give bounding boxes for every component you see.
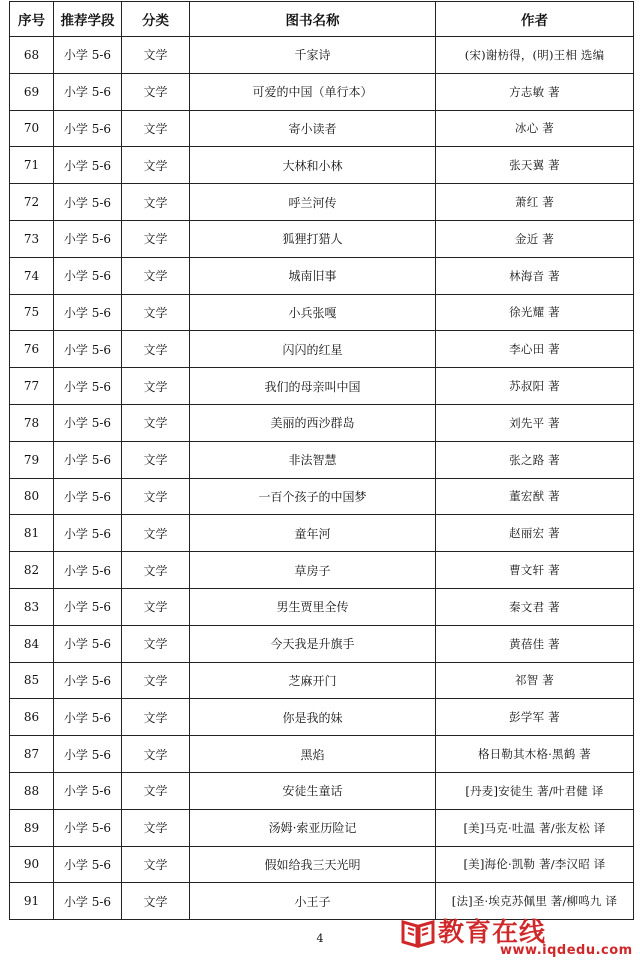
cell-category: 文学 — [122, 368, 190, 405]
cell-category: 文学 — [122, 662, 190, 699]
table-header-row — [10, 2, 634, 37]
cell-title: 千家诗 — [190, 37, 436, 74]
table-row — [10, 220, 634, 257]
cell-grade: 小学 5-6 — [54, 404, 122, 441]
cell-grade: 小学 5-6 — [54, 588, 122, 625]
cell-category: 文学 — [122, 883, 190, 920]
cell-grade: 小学 5-6 — [54, 331, 122, 368]
table-row — [10, 184, 634, 221]
cell-index: 69 — [10, 73, 54, 110]
cell-category: 文学 — [122, 441, 190, 478]
cell-grade: 小学 5-6 — [54, 441, 122, 478]
cell-author: 方志敏 著 — [436, 73, 634, 110]
cell-title: 寄小读者 — [190, 110, 436, 147]
cell-grade: 小学 5-6 — [54, 220, 122, 257]
cell-author: 李心田 著 — [436, 331, 634, 368]
cell-category: 文学 — [122, 110, 190, 147]
cell-author: 萧红 著 — [436, 184, 634, 221]
cell-category: 文学 — [122, 588, 190, 625]
cell-author: 格日勒其木格·黑鹤 著 — [436, 736, 634, 773]
cell-title: 美丽的西沙群岛 — [190, 404, 436, 441]
cell-title: 小兵张嘎 — [190, 294, 436, 331]
cell-index: 85 — [10, 662, 54, 699]
table-row — [10, 368, 634, 405]
cell-category: 文学 — [122, 73, 190, 110]
table-row — [10, 736, 634, 773]
cell-title: 男生贾里全传 — [190, 588, 436, 625]
cell-index: 80 — [10, 478, 54, 515]
cell-category: 文学 — [122, 220, 190, 257]
cell-title: 大林和小林 — [190, 147, 436, 184]
cell-grade: 小学 5-6 — [54, 736, 122, 773]
table-row — [10, 699, 634, 736]
cell-title: 今天我是升旗手 — [190, 625, 436, 662]
cell-title: 童年河 — [190, 515, 436, 552]
cell-grade: 小学 5-6 — [54, 772, 122, 809]
cell-title: 小王子 — [190, 883, 436, 920]
table-row — [10, 37, 634, 74]
cell-category: 文学 — [122, 772, 190, 809]
cell-category: 文学 — [122, 147, 190, 184]
table-row — [10, 404, 634, 441]
cell-grade: 小学 5-6 — [54, 184, 122, 221]
cell-title: 草房子 — [190, 552, 436, 589]
cell-grade: 小学 5-6 — [54, 368, 122, 405]
cell-title: 安徒生童话 — [190, 772, 436, 809]
cell-index: 86 — [10, 699, 54, 736]
table-body — [10, 37, 634, 920]
cell-index: 88 — [10, 772, 54, 809]
cell-author: 徐光耀 著 — [436, 294, 634, 331]
cell-category: 文学 — [122, 515, 190, 552]
cell-index: 78 — [10, 404, 54, 441]
table-row — [10, 588, 634, 625]
cell-author: 赵丽宏 著 — [436, 515, 634, 552]
page-number: 4 — [316, 932, 324, 945]
cell-title: 黑焰 — [190, 736, 436, 773]
table-row — [10, 73, 634, 110]
cell-grade: 小学 5-6 — [54, 846, 122, 883]
cell-category: 文学 — [122, 846, 190, 883]
cell-author: [美]海伦·凯勒 著/李汉昭 译 — [436, 846, 634, 883]
cell-category: 文学 — [122, 809, 190, 846]
cell-index: 68 — [10, 37, 54, 74]
cell-title: 假如给我三天光明 — [190, 846, 436, 883]
cell-grade: 小学 5-6 — [54, 809, 122, 846]
table-row — [10, 257, 634, 294]
cell-grade: 小学 5-6 — [54, 37, 122, 74]
cell-index: 82 — [10, 552, 54, 589]
cell-index: 79 — [10, 441, 54, 478]
header-category: 分类 — [122, 2, 190, 37]
cell-category: 文学 — [122, 625, 190, 662]
cell-title: 一百个孩子的中国梦 — [190, 478, 436, 515]
cell-grade: 小学 5-6 — [54, 883, 122, 920]
cell-index: 76 — [10, 331, 54, 368]
cell-index: 90 — [10, 846, 54, 883]
table-row — [10, 331, 634, 368]
cell-category: 文学 — [122, 404, 190, 441]
cell-author: 苏叔阳 著 — [436, 368, 634, 405]
cell-title: 汤姆·索亚历险记 — [190, 809, 436, 846]
cell-author: 祁智 著 — [436, 662, 634, 699]
header-author: 作者 — [436, 2, 634, 37]
table-row — [10, 772, 634, 809]
header-index: 序号 — [10, 2, 54, 37]
cell-grade: 小学 5-6 — [54, 147, 122, 184]
table-row — [10, 809, 634, 846]
watermark — [400, 912, 636, 962]
cell-index: 73 — [10, 220, 54, 257]
cell-author: 林海音 著 — [436, 257, 634, 294]
cell-index: 91 — [10, 883, 54, 920]
cell-author: 金近 著 — [436, 220, 634, 257]
cell-author: [美]马克·吐温 著/张友松 译 — [436, 809, 634, 846]
cell-index: 70 — [10, 110, 54, 147]
table-row — [10, 552, 634, 589]
cell-title: 狐狸打猎人 — [190, 220, 436, 257]
cell-author: [法]圣·埃克苏佩里 著/柳鸣九 译 — [436, 883, 634, 920]
cell-category: 文学 — [122, 331, 190, 368]
header-title: 图书名称 — [190, 2, 436, 37]
cell-index: 87 — [10, 736, 54, 773]
cell-author: 张之路 著 — [436, 441, 634, 478]
cell-author: 秦文君 著 — [436, 588, 634, 625]
cell-index: 74 — [10, 257, 54, 294]
cell-title: 城南旧事 — [190, 257, 436, 294]
table-row — [10, 662, 634, 699]
cell-index: 71 — [10, 147, 54, 184]
cell-index: 84 — [10, 625, 54, 662]
cell-author: [丹麦]安徒生 著/叶君健 译 — [436, 772, 634, 809]
cell-author: 刘先平 著 — [436, 404, 634, 441]
cell-grade: 小学 5-6 — [54, 257, 122, 294]
cell-index: 72 — [10, 184, 54, 221]
cell-author: 冰心 著 — [436, 110, 634, 147]
cell-grade: 小学 5-6 — [54, 662, 122, 699]
cell-index: 83 — [10, 588, 54, 625]
cell-author: 董宏猷 著 — [436, 478, 634, 515]
watermark-url: www.iqdedu.com — [500, 943, 633, 958]
cell-grade: 小学 5-6 — [54, 73, 122, 110]
cell-grade: 小学 5-6 — [54, 478, 122, 515]
table-row — [10, 846, 634, 883]
cell-author: 黄蓓佳 著 — [436, 625, 634, 662]
cell-category: 文学 — [122, 478, 190, 515]
cell-title: 可爱的中国（单行本） — [190, 73, 436, 110]
table-row — [10, 625, 634, 662]
cell-grade: 小学 5-6 — [54, 294, 122, 331]
book-list-table — [9, 1, 634, 920]
cell-author: 彭学军 著 — [436, 699, 634, 736]
cell-title: 闪闪的红星 — [190, 331, 436, 368]
cell-grade: 小学 5-6 — [54, 625, 122, 662]
table-row — [10, 515, 634, 552]
watermark-brand: 教育在线 — [438, 918, 547, 948]
cell-author: (宋)谢枋得，(明)王相 选编 — [436, 37, 634, 74]
table-row — [10, 294, 634, 331]
header-grade: 推荐学段 — [54, 2, 122, 37]
cell-title: 我们的母亲叫中国 — [190, 368, 436, 405]
cell-title: 芝麻开门 — [190, 662, 436, 699]
cell-title: 呼兰河传 — [190, 184, 436, 221]
cell-title: 你是我的妹 — [190, 699, 436, 736]
table-row — [10, 110, 634, 147]
cell-index: 77 — [10, 368, 54, 405]
cell-category: 文学 — [122, 184, 190, 221]
cell-author: 张天翼 著 — [436, 147, 634, 184]
cell-category: 文学 — [122, 257, 190, 294]
cell-category: 文学 — [122, 736, 190, 773]
table-row — [10, 147, 634, 184]
table-row — [10, 478, 634, 515]
table-row — [10, 441, 634, 478]
cell-category: 文学 — [122, 294, 190, 331]
cell-index: 75 — [10, 294, 54, 331]
cell-index: 89 — [10, 809, 54, 846]
cell-title: 非法智慧 — [190, 441, 436, 478]
cell-category: 文学 — [122, 37, 190, 74]
cell-author: 曹文轩 著 — [436, 552, 634, 589]
cell-grade: 小学 5-6 — [54, 110, 122, 147]
cell-grade: 小学 5-6 — [54, 699, 122, 736]
cell-index: 81 — [10, 515, 54, 552]
cell-grade: 小学 5-6 — [54, 515, 122, 552]
cell-category: 文学 — [122, 552, 190, 589]
open-book-logo-icon — [400, 914, 436, 950]
cell-grade: 小学 5-6 — [54, 552, 122, 589]
cell-category: 文学 — [122, 699, 190, 736]
